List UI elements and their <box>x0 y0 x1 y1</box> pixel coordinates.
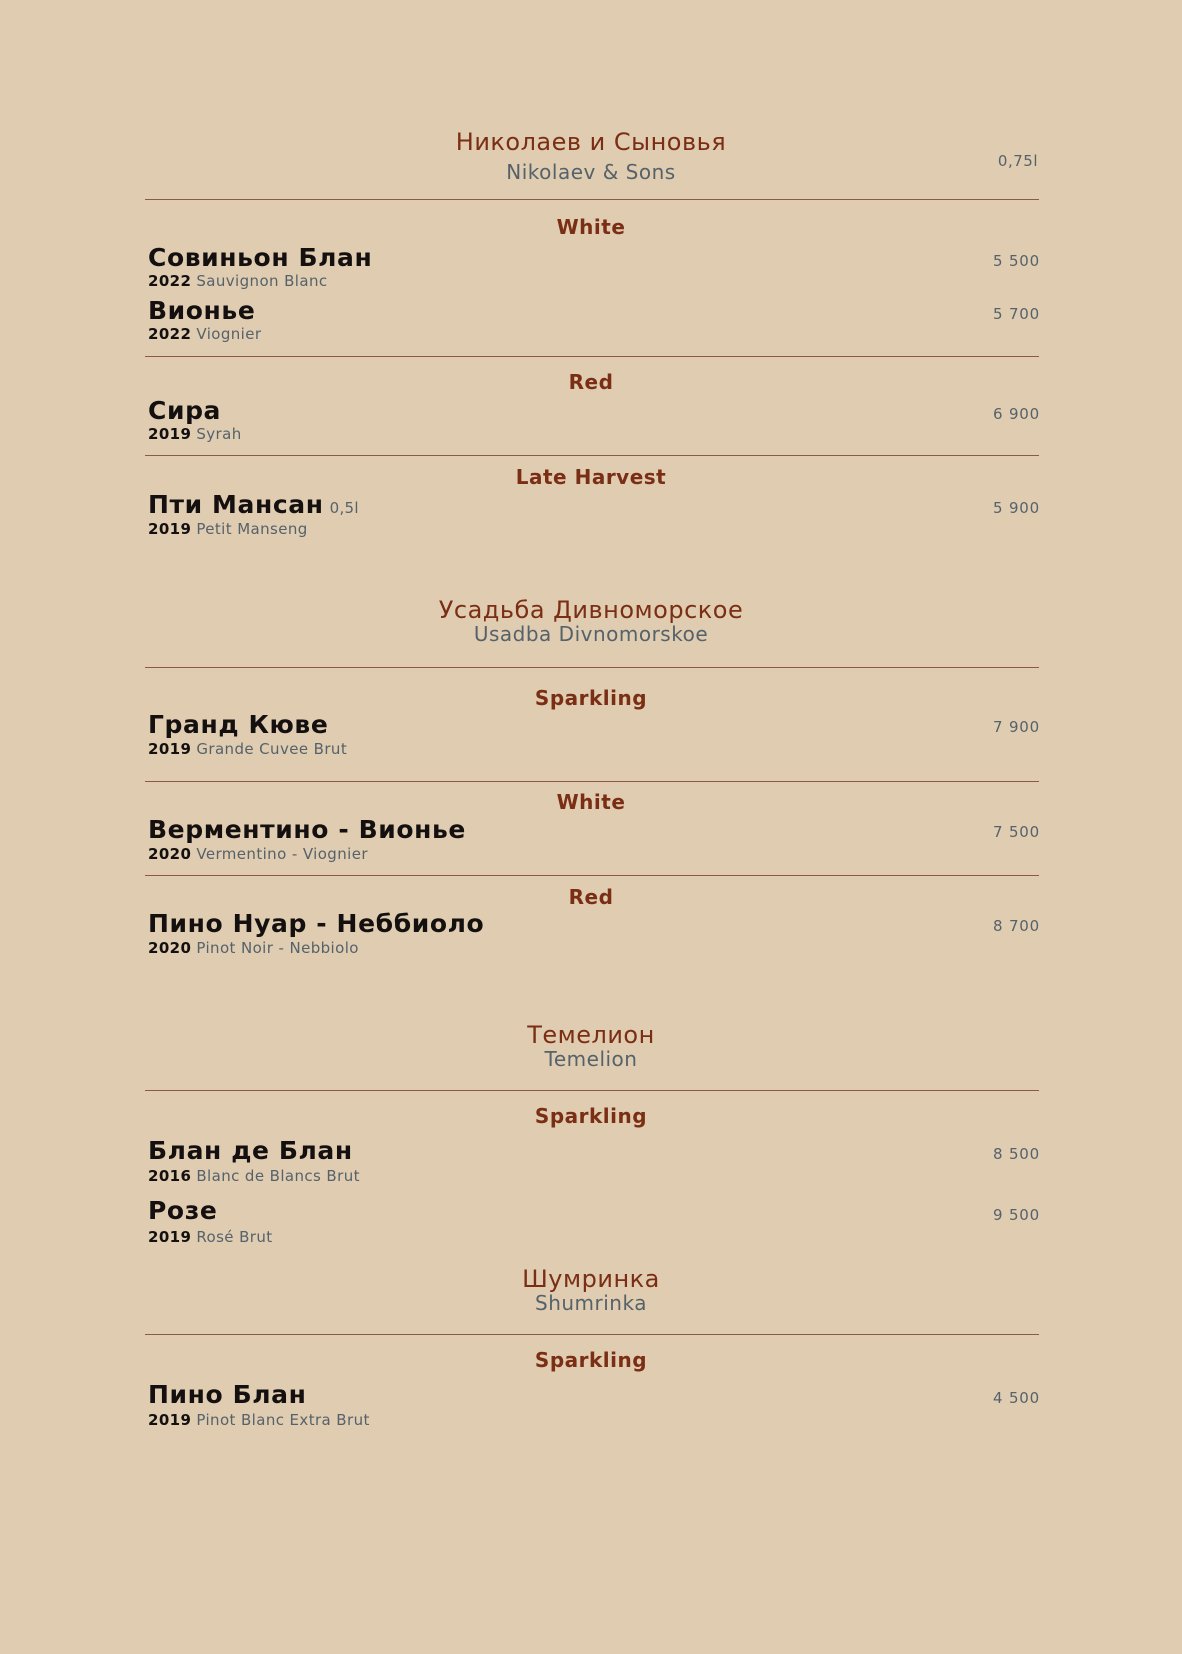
wine-name-en: Pinot Noir - Nebbiolo <box>196 939 359 957</box>
producer-title-ru: Темелион <box>527 1021 655 1049</box>
producer-title-en: Nikolaev & Sons <box>506 160 676 184</box>
wine-year: 2019 <box>148 425 192 443</box>
wine-price: 7 900 <box>993 718 1040 736</box>
wine-subtitle <box>148 325 261 343</box>
wine-name-en: Grande Cuvee Brut <box>196 740 348 758</box>
wine-price: 8 700 <box>993 917 1040 935</box>
wine-name: Совиньон Блан <box>148 243 373 272</box>
wine-name-text: Пти Мансан <box>148 490 324 519</box>
wine-name-en: Sauvignon Blanc <box>196 272 328 290</box>
wine-subtitle <box>148 740 347 758</box>
producer-title-en: Shumrinka <box>535 1291 647 1315</box>
wine-name: Розе <box>148 1196 218 1225</box>
wine-subtitle <box>148 520 308 538</box>
divider <box>145 667 1039 668</box>
category-label: Sparkling <box>534 686 648 710</box>
category-label: Late Harvest <box>515 465 667 489</box>
wine-price: 5 500 <box>993 252 1040 270</box>
wine-year: 2020 <box>148 939 192 957</box>
wine-name-en: Viognier <box>196 325 262 343</box>
wine-name-en: Vermentino - Viognier <box>196 845 368 863</box>
wine-subtitle <box>148 845 368 863</box>
wine-name-en: Syrah <box>196 425 242 443</box>
wine-name: Сира <box>148 396 222 425</box>
wine-name-en: Blanc de Blancs Brut <box>196 1167 360 1185</box>
wine-subtitle <box>148 1411 370 1429</box>
wine-year: 2019 <box>148 1411 192 1429</box>
wine-price: 8 500 <box>993 1145 1040 1163</box>
wine-name: Блан де Блан <box>148 1136 353 1165</box>
wine-price: 9 500 <box>993 1206 1040 1224</box>
wine-price: 5 700 <box>993 305 1040 323</box>
producer-title-ru: Николаев и Сыновья <box>455 128 727 156</box>
wine-name: Пино Нуар - Неббиоло <box>148 909 485 938</box>
wine-name: Верментино - Вионье <box>148 815 466 844</box>
wine-year: 2019 <box>148 740 192 758</box>
divider <box>145 1334 1039 1335</box>
wine-price: 5 900 <box>993 499 1040 517</box>
wine-name: Пино Блан <box>148 1380 307 1409</box>
wine-subtitle <box>148 272 328 290</box>
wine-name-en: Pinot Blanc Extra Brut <box>196 1411 370 1429</box>
wine-name <box>148 490 359 519</box>
wine-year: 2020 <box>148 845 192 863</box>
wine-name: Гранд Кюве <box>148 710 329 739</box>
producer-title-ru: Шумринка <box>522 1265 660 1293</box>
divider <box>145 1090 1039 1091</box>
producer-title-ru: Усадьба Дивноморское <box>438 596 744 624</box>
wine-year: 2019 <box>148 520 192 538</box>
producer-title-en: Usadba Divnomorskoe <box>473 622 709 646</box>
divider <box>145 199 1039 200</box>
divider <box>145 781 1039 782</box>
category-label: Red <box>568 370 614 394</box>
wine-subtitle <box>148 1167 360 1185</box>
category-label: White <box>556 790 626 814</box>
wine-price: 4 500 <box>993 1389 1040 1407</box>
wine-price: 7 500 <box>993 823 1040 841</box>
wine-name-en: Petit Manseng <box>196 520 308 538</box>
wine-year: 2016 <box>148 1167 192 1185</box>
wine-year: 2019 <box>148 1228 192 1246</box>
producer-title-en: Temelion <box>544 1047 638 1071</box>
wine-subtitle <box>148 939 359 957</box>
wine-year: 2022 <box>148 325 192 343</box>
category-label: Red <box>568 885 614 909</box>
divider <box>145 356 1039 357</box>
category-label: Sparkling <box>534 1348 648 1372</box>
divider <box>145 875 1039 876</box>
wine-volume: 0,5l <box>329 499 359 517</box>
category-label: White <box>556 215 626 239</box>
divider <box>145 455 1039 456</box>
category-label: Sparkling <box>534 1104 648 1128</box>
wine-name-en: Rosé Brut <box>196 1228 273 1246</box>
wine-subtitle <box>148 425 242 443</box>
wine-subtitle <box>148 1228 273 1246</box>
wine-year: 2022 <box>148 272 192 290</box>
volume-header: 0,75l <box>997 152 1038 170</box>
wine-name: Вионье <box>148 296 256 325</box>
wine-price: 6 900 <box>993 405 1040 423</box>
